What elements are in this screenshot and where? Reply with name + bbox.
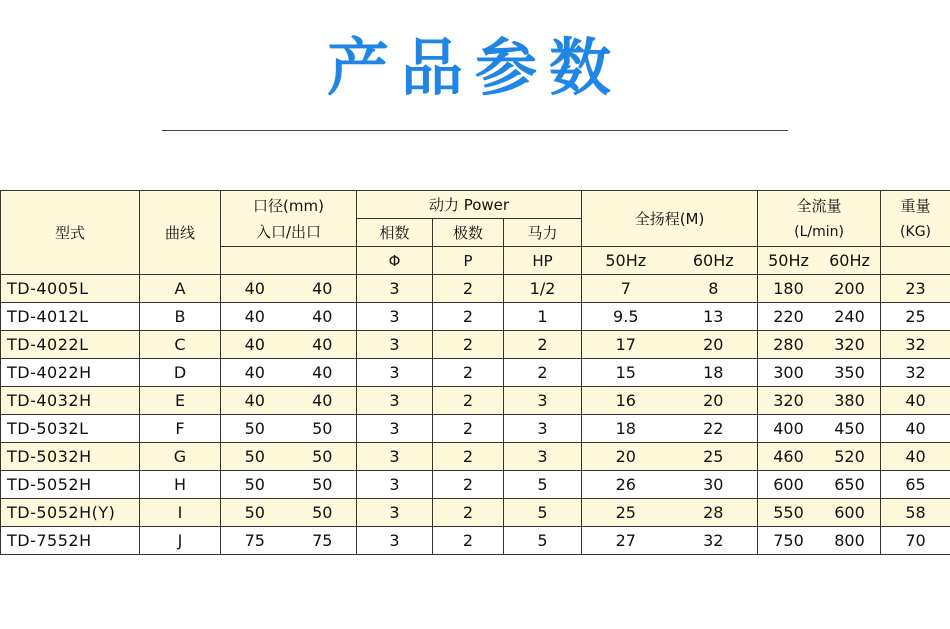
cell-flow (758, 303, 881, 331)
cell-hp: 1/2 (504, 275, 582, 303)
cell-outlet: 40 (312, 391, 333, 410)
cell-flow-60hz: 200 (834, 279, 865, 298)
cell-head (582, 275, 758, 303)
table-row (1, 275, 950, 303)
cell-flow (758, 359, 881, 387)
cell-outlet: 50 (312, 447, 333, 466)
cell-inlet: 75 (244, 531, 265, 550)
cell-model: TD-5032H (1, 443, 140, 471)
cell-phase: 3 (357, 527, 433, 555)
cell-phase: 3 (357, 331, 433, 359)
cell-head-60hz: 8 (708, 279, 719, 298)
header-weight-unit: (KG) (900, 223, 931, 240)
cell-flow-50hz: 550 (773, 503, 804, 522)
cell-head (582, 499, 758, 527)
header-flow-unit: (L/min) (794, 223, 844, 240)
cell-flow (758, 387, 881, 415)
cell-hp: 3 (504, 443, 582, 471)
table-row (1, 415, 950, 443)
cell-flow-50hz: 750 (773, 531, 804, 550)
cell-poles: 2 (433, 275, 504, 303)
cell-inlet: 50 (244, 475, 265, 494)
cell-phase: 3 (357, 359, 433, 387)
cell-weight: 40 (881, 387, 950, 415)
cell-bore (221, 443, 357, 471)
cell-model: TD-4032H (1, 387, 140, 415)
cell-curve: J (140, 527, 221, 555)
cell-weight: 40 (881, 443, 950, 471)
header-phase-symbol: Φ (357, 247, 433, 275)
cell-phase: 3 (357, 443, 433, 471)
cell-head-50hz: 16 (615, 391, 636, 410)
page-title: 产品参数 (326, 31, 623, 104)
cell-poles: 2 (433, 387, 504, 415)
cell-curve: D (140, 359, 221, 387)
cell-inlet: 40 (244, 363, 265, 382)
cell-weight: 32 (881, 331, 950, 359)
header-head-60hz: 60Hz (692, 251, 734, 270)
cell-weight: 25 (881, 303, 950, 331)
header-flow-label: 全流量 (796, 196, 842, 215)
cell-hp: 5 (504, 499, 582, 527)
cell-flow (758, 471, 881, 499)
cell-flow-60hz: 800 (834, 531, 865, 550)
header-head-hz (582, 247, 758, 275)
cell-poles: 2 (433, 415, 504, 443)
cell-outlet: 40 (312, 363, 333, 382)
cell-flow-50hz: 460 (773, 447, 804, 466)
cell-weight: 23 (881, 275, 950, 303)
cell-weight: 32 (881, 359, 950, 387)
cell-bore (221, 359, 357, 387)
cell-head (582, 359, 758, 387)
cell-bore (221, 275, 357, 303)
cell-head-50hz: 17 (615, 335, 636, 354)
cell-head (582, 471, 758, 499)
cell-flow-50hz: 220 (773, 307, 804, 326)
cell-head-60hz: 20 (703, 391, 724, 410)
cell-hp: 5 (504, 471, 582, 499)
cell-head-50hz: 20 (615, 447, 636, 466)
cell-flow (758, 443, 881, 471)
header-bore-label: 口径(mm) (253, 196, 324, 215)
header-phase: 相数 (357, 219, 433, 247)
cell-flow-50hz: 300 (773, 363, 804, 382)
cell-head-60hz: 30 (703, 475, 724, 494)
cell-poles: 2 (433, 359, 504, 387)
table-row (1, 303, 950, 331)
cell-head-50hz: 7 (620, 279, 631, 298)
cell-outlet: 50 (312, 503, 333, 522)
cell-bore (221, 471, 357, 499)
cell-hp: 2 (504, 331, 582, 359)
cell-head (582, 303, 758, 331)
cell-phase: 3 (357, 275, 433, 303)
cell-curve: A (140, 275, 221, 303)
table-row (1, 471, 950, 499)
table-row (1, 387, 950, 415)
cell-curve: C (140, 331, 221, 359)
cell-inlet: 40 (244, 391, 265, 410)
cell-inlet: 40 (244, 335, 265, 354)
cell-flow (758, 415, 881, 443)
cell-model: TD-4005L (1, 275, 140, 303)
cell-head-50hz: 9.5 (613, 307, 639, 326)
cell-hp: 3 (504, 415, 582, 443)
product-spec-table (0, 190, 950, 555)
cell-flow-50hz: 600 (773, 475, 804, 494)
cell-inlet: 40 (244, 279, 265, 298)
cell-flow-60hz: 650 (834, 475, 865, 494)
cell-inlet: 50 (244, 419, 265, 438)
cell-weight: 40 (881, 415, 950, 443)
cell-phase: 3 (357, 499, 433, 527)
cell-head (582, 527, 758, 555)
cell-weight: 65 (881, 471, 950, 499)
header-weight-label: 重量 (900, 196, 931, 215)
cell-curve: F (140, 415, 221, 443)
header-model: 型式 (1, 191, 140, 275)
cell-flow-60hz: 240 (834, 307, 865, 326)
cell-model: TD-5052H(Y) (1, 499, 140, 527)
header-flow-hz (758, 247, 881, 275)
header-flow (758, 191, 881, 247)
cell-flow-60hz: 350 (834, 363, 865, 382)
cell-flow-60hz: 380 (834, 391, 865, 410)
header-head-50hz: 50Hz (605, 251, 647, 270)
cell-head-50hz: 25 (615, 503, 636, 522)
cell-poles: 2 (433, 303, 504, 331)
header-bore (221, 191, 357, 247)
table-row (1, 359, 950, 387)
header-poles-symbol: P (433, 247, 504, 275)
cell-outlet: 50 (312, 419, 333, 438)
cell-model: TD-4022L (1, 331, 140, 359)
cell-flow-60hz: 520 (834, 447, 865, 466)
cell-curve: I (140, 499, 221, 527)
header-poles: 极数 (433, 219, 504, 247)
cell-model: TD-5052H (1, 471, 140, 499)
cell-curve: E (140, 387, 221, 415)
header-flow-60hz: 60Hz (829, 251, 870, 270)
cell-phase: 3 (357, 387, 433, 415)
header-flow-50hz: 50Hz (768, 251, 809, 270)
header-inout-label: 入口/出口 (255, 222, 322, 241)
cell-flow (758, 331, 881, 359)
cell-outlet: 75 (312, 531, 333, 550)
cell-bore (221, 527, 357, 555)
header-hp-symbol: HP (504, 247, 582, 275)
cell-flow (758, 275, 881, 303)
cell-outlet: 40 (312, 335, 333, 354)
cell-curve: G (140, 443, 221, 471)
cell-inlet: 50 (244, 447, 265, 466)
cell-poles: 2 (433, 471, 504, 499)
cell-flow-60hz: 320 (834, 335, 865, 354)
cell-poles: 2 (433, 443, 504, 471)
cell-bore (221, 331, 357, 359)
cell-model: TD-5032L (1, 415, 140, 443)
cell-bore (221, 387, 357, 415)
cell-hp: 2 (504, 359, 582, 387)
cell-curve: B (140, 303, 221, 331)
header-bore-blank (221, 247, 357, 275)
cell-flow-50hz: 180 (773, 279, 804, 298)
cell-poles: 2 (433, 331, 504, 359)
cell-phase: 3 (357, 303, 433, 331)
cell-head-50hz: 15 (615, 363, 636, 382)
cell-flow (758, 499, 881, 527)
cell-hp: 3 (504, 387, 582, 415)
table-row (1, 443, 950, 471)
cell-head-60hz: 25 (703, 447, 724, 466)
cell-model: TD-7552H (1, 527, 140, 555)
cell-bore (221, 303, 357, 331)
cell-weight: 70 (881, 527, 950, 555)
cell-head-60hz: 28 (703, 503, 724, 522)
cell-head (582, 387, 758, 415)
cell-model: TD-4012L (1, 303, 140, 331)
header-weight-blank (881, 247, 950, 275)
cell-inlet: 40 (244, 307, 265, 326)
cell-bore (221, 415, 357, 443)
cell-bore (221, 499, 357, 527)
table-row (1, 499, 950, 527)
cell-flow-60hz: 600 (834, 503, 865, 522)
cell-head (582, 415, 758, 443)
table-row (1, 527, 950, 555)
cell-outlet: 40 (312, 307, 333, 326)
table-row (1, 331, 950, 359)
cell-phase: 3 (357, 415, 433, 443)
cell-head-50hz: 26 (615, 475, 636, 494)
header-curve: 曲线 (140, 191, 221, 275)
cell-outlet: 40 (312, 279, 333, 298)
cell-hp: 5 (504, 527, 582, 555)
cell-flow-50hz: 320 (773, 391, 804, 410)
cell-head-60hz: 32 (703, 531, 724, 550)
cell-head-60hz: 13 (703, 307, 724, 326)
cell-inlet: 50 (244, 503, 265, 522)
cell-flow-50hz: 400 (773, 419, 804, 438)
cell-curve: H (140, 471, 221, 499)
cell-head-60hz: 18 (703, 363, 724, 382)
cell-flow (758, 527, 881, 555)
header-horsepower: 马力 (504, 219, 582, 247)
cell-weight: 58 (881, 499, 950, 527)
cell-head (582, 443, 758, 471)
cell-poles: 2 (433, 527, 504, 555)
cell-head-50hz: 27 (615, 531, 636, 550)
cell-head-50hz: 18 (615, 419, 636, 438)
cell-poles: 2 (433, 499, 504, 527)
cell-head (582, 331, 758, 359)
cell-phase: 3 (357, 471, 433, 499)
cell-flow-60hz: 450 (834, 419, 865, 438)
header-head: 全扬程(M) (582, 191, 758, 247)
title-divider (162, 130, 788, 131)
cell-head-60hz: 20 (703, 335, 724, 354)
cell-model: TD-4022H (1, 359, 140, 387)
header-weight (881, 191, 950, 247)
cell-outlet: 50 (312, 475, 333, 494)
cell-hp: 1 (504, 303, 582, 331)
header-power: 动力 Power (357, 191, 582, 219)
cell-flow-50hz: 280 (773, 335, 804, 354)
cell-head-60hz: 22 (703, 419, 724, 438)
